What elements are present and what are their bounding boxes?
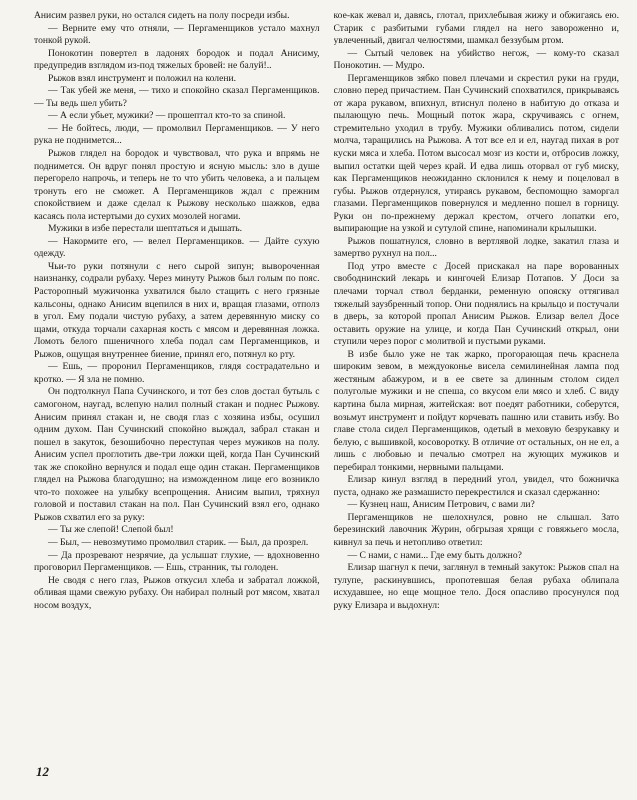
paragraph: Анисим развел руки, но остался сидеть на полу посреди избы. <box>34 10 290 21</box>
paragraph: Мужики в избе перестали шептаться и дышать. <box>48 223 243 235</box>
paragraph: Елизар шагнул к печи, заглянул в темный закуток: Рыжов спал на тулупе, раскинувшись, пропотевшая белая рубаха облипала исхудавшее, но еще мощное тело. Дося опасливо просунулся под руку Елизара и выдохнул: <box>333 562 619 611</box>
paragraph: — Да прозревают незрячие, да услышат глухие, — вдохновенно проговорил Пергаменщиков. — Ешь, странник, ты голоден. <box>34 549 320 574</box>
paragraph: — Не бойтесь, люди, — промолвил Пергаменщиков. — У него рука не поднимется... <box>34 122 320 147</box>
paragraph: Елизар кинул взгляд в передний угол, увидел, что божничка пуста, однако же размашисто перекрестился и сказал сдержанно: <box>333 474 619 498</box>
paragraph: — Так убей же меня, — тихо и спокойно сказал Пергаменщиков. — Ты ведь шел убить? <box>34 85 320 109</box>
right-column <box>334 10 620 755</box>
paragraph: — Сытый человек на убийство негож, — кому-то сказал Понокотин. — Мудро. <box>333 47 619 72</box>
page-number: 12 <box>36 764 49 779</box>
paragraph: Рыжов пошатнулся, словно в вертлявой лодке, закатил глаза и замертво рухнул на пол... <box>333 235 619 260</box>
paragraph: — Ты же слепой! Слепой был! <box>48 524 174 536</box>
paragraph: Не сводя с него глаз, Рыжов откусил хлеба и забратал ложкой, обливая щами свежую рубаху. Он набирал полный рот мясом, хватал носом воздух, <box>34 574 320 611</box>
paragraph: Рыжов глядел на бородок и чувствовал, что рука и впрямь не поднимется. Он вдруг понял простую и ясную мысль: зло в душе перегорело напрочь, и теперь не то что убить человека, а и пальцем тронуть его не сможет. А Пергаменщиков ждал с прежним спокойствием и даже сделал к Рыжову несколько шажков, едва касаясь пола истертыми до сухих мозолей ногами. <box>34 148 320 222</box>
paragraph: Рыжов взял инструмент и положил на колени. <box>48 72 237 84</box>
left-column <box>34 10 320 755</box>
paragraph: Чьи-то руки потянули с него сырой зипун; вывороченная наизнанку, содрали рубаху. Через минуту Рыжов был голым по пояс. Расторопный мужичонка ухватился было стащить с него грязные кальсоны, однако Анисим вцепился в них и, вращая глазами, отполз в угол. Ему подали чистую рубаху, а затем деревянную миску со щами, откуда торчали сахарная кость с мясом и деревянная ложка. Ломоть белого пшеничного хлеба подал сам Пергаменщиков, и Рыжов, ощущая внутреннее биение, принял его, потянул ко рту. <box>34 260 320 360</box>
paragraph: Пергаменщиков не шелохнулся, ровно не слышал. Зато березинский лавочник Журин, обгрызая хрящи с говяжьего мосла, кивнул за печь и нетопливо ответил: <box>333 511 619 548</box>
paragraph: кое-как жевал и, давясь, глотал, прихлебывая жижу и обжигаясь ею. Старик с разбитыми губами глядел на него завороженно и, увлеченный, двигал челюстями, шамкал беззубым ртом. <box>333 10 619 47</box>
paragraph: Под утро вместе с Досей прискакал на паре ворованных свободнинский лекарь и кингочей Елизар Потапов. У Доси за плечами торчал ствол берданки, ременную опояску оттягивал тяжелый заузбренный топор. Они поднялись на крыльцо и постучали в дверь, за которой пропал Анисим Рыжов. Елизар велел Досе оставить оружие на улице, и когда Пан Сучинский открыл, они ступили через порог с молитвой и пустыми руками. <box>333 260 619 348</box>
paragraph: В избе было уже не так жарко, прогорающая печь краснела широким зевом, в междуоконье висела семилинейная лампа под жестяным абажуром, и в ее свете за длинным столом сидел полуголые мужики и не спеша, со вкусом ели мясо и хлеб. С виду картина была мирная, житейская: вот поедят работники, соберутся, возьмут инструмент и пойдут корчевать пашню или ставить избу. Во главе стола сидел Пергаменщиков, одетый в меховую безрукавку и белую, с вышивкой, косоворотку. В отличие от остальных, он не ел, а лишь с любовью и печалью смотрел на жующих мужиков и перебирал тонкими, нервными пальцами. <box>333 348 619 473</box>
paragraph: — С нами, с нами... Где ему быть должно? <box>347 549 522 561</box>
paragraph: — Накормите его, — велел Пергаменщиков. — Дайте сухую одежду. <box>34 235 320 260</box>
paragraph: — А если убьет, мужики? — прошептал кто-то за спиной. <box>48 110 286 122</box>
text-columns <box>34 10 619 755</box>
paragraph: Он подтолкнул Папа Сучинского, и тот без слов достал бутыль с самогоном, наугад, вслепую налил полный стакан и поднес Рыжову. Анисим принял стакан и, не сводя глаз с хозяина избы, осушил одним духом. Пан Сучинский спокойно выждал, забрал стакан и пошел в закуток, безошибочно переступая через мужиков на полу. Анисим успел проглотить две-три ложки щей, когда Пан Сучинский так же спокойно вернулся и подал еще один стакан. Пергаменщиков глядел на Рыжова благодушно; на изможденном лице его возникло что-то похожее на улыбку всепрощения. Анисим выпил, тряхнул головой и поставил стакан на пол. Пан Сучинский взял его, однако Рыжов схватил его за руку: <box>34 386 320 523</box>
paragraph: — Кузнец наш, Анисим Петрович, с вами ли? <box>347 499 535 511</box>
paragraph: — Был, — невозмутимо промолвил старик. — Был, да прозрел. <box>48 536 309 548</box>
paragraph: — Ешь, — проронил Пергаменщиков, глядя сострадательно и кротко. — Я зла не помню. <box>34 361 320 385</box>
paragraph: — Верните ему что отняли, — Пергаменщиков устало махнул тонкой рукой. <box>34 22 320 47</box>
paragraph: Пергаменщиков зябко повел плечами и скрестил руки на груди, словно перед причастием. Пан Сучинский спохватился, прикрываясь от жара рукавом, впихнул, втиснул полено в набитую до отказа и пылающую печь. Мощный поток жара, скручиваясь с огнем, стремительно уходил в трубу. Мужики обливались потом, сидели молча, таращились на Рыжова. А тот все ел и ел, наугад пихая в рот куски мяса и хлеба. Потом высосал мозг из кости и, отбросив ложку, выпил остатки щей через край. И едва лишь оторвал от губ миску, как Пергаменщиков неожиданно склонился к нему и поцеловал в губы. Рыжов отдернулся, утираясь рукавом, беспомощно заморгал глазами. Пергаменщиков повернулся и медленно пошел в горницу. Руки он по-прежнему держал крестом, отчего лопатки его, выпирающие на узкой и сутулой спине, напоминали крылышки. <box>333 72 619 235</box>
paragraph: Понокотин повертел в ладонях бородок и подал Анисиму, предупредив взглядом из-под тяжелых бровей: не балуй!.. <box>34 47 320 72</box>
